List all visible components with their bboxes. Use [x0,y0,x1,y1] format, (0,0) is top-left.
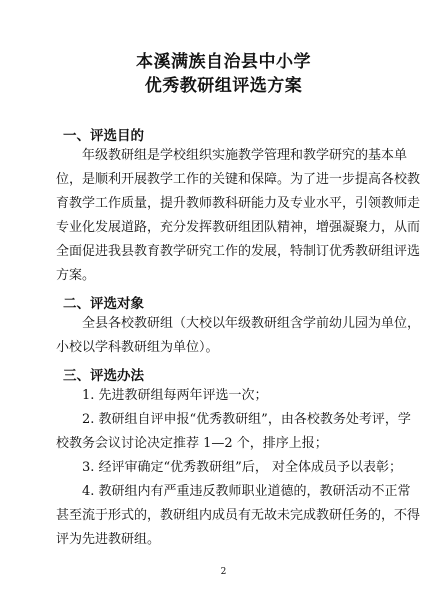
paragraph-line: 小校以学科教研组为单位）。 [56,340,219,355]
paragraph-line: 育教学工作质量，提升教师教科研能力及专业水平，引领教师走 [56,196,421,211]
paragraph-line: 专业化发展道路，充分发挥教研组团队精神，增强凝聚力，从而 [56,220,421,235]
paragraph-line: 方案。 [56,268,96,283]
document-title-line-2: 优秀教研组评选方案 [144,76,303,96]
list-item: 4. 教研组内有严重违反教师职业道德的，教研活动不正常 [82,484,411,499]
page-number: 2 [220,567,227,577]
paragraph-line: 位，是顺利开展教学工作的关键和保障。为了进一步提高各校教 [56,172,421,187]
document-title-line-1: 本溪满族自治县中小学 [136,52,311,72]
list-item-continuation: 甚至流于形式的，教研组内成员有无故未完成教研任务的，不得 [56,508,421,523]
list-item: 2. 教研组自评申报“优秀教研组”，由各校教务处考评，学 [82,412,411,427]
list-item-continuation: 评为先进教研组。 [56,532,161,547]
paragraph-line: 年级教研组是学校组织实施教学管理和教学研究的基本单 [82,148,408,163]
paragraph-line: 全面促进我县教育教学研究工作的发展，特制订优秀教研组评选 [56,244,421,259]
section-heading-targets: 二、评选对象 [63,296,144,312]
section-heading-methods: 三、评选办法 [63,368,144,384]
paragraph-line: 全县各校教研组（大校以年级教研组含学前幼儿园为单位， [82,316,421,331]
list-item: 1. 先进教研组每两年评选一次； [82,388,268,403]
list-item: 3. 经评审确定“优秀教研组”后， 对全体成员予以表彰； [82,460,402,475]
list-item-continuation: 校教务会议讨论决定推荐 1—2 个，排序上报； [56,436,328,451]
section-heading-purpose: 一、评选目的 [63,128,144,144]
